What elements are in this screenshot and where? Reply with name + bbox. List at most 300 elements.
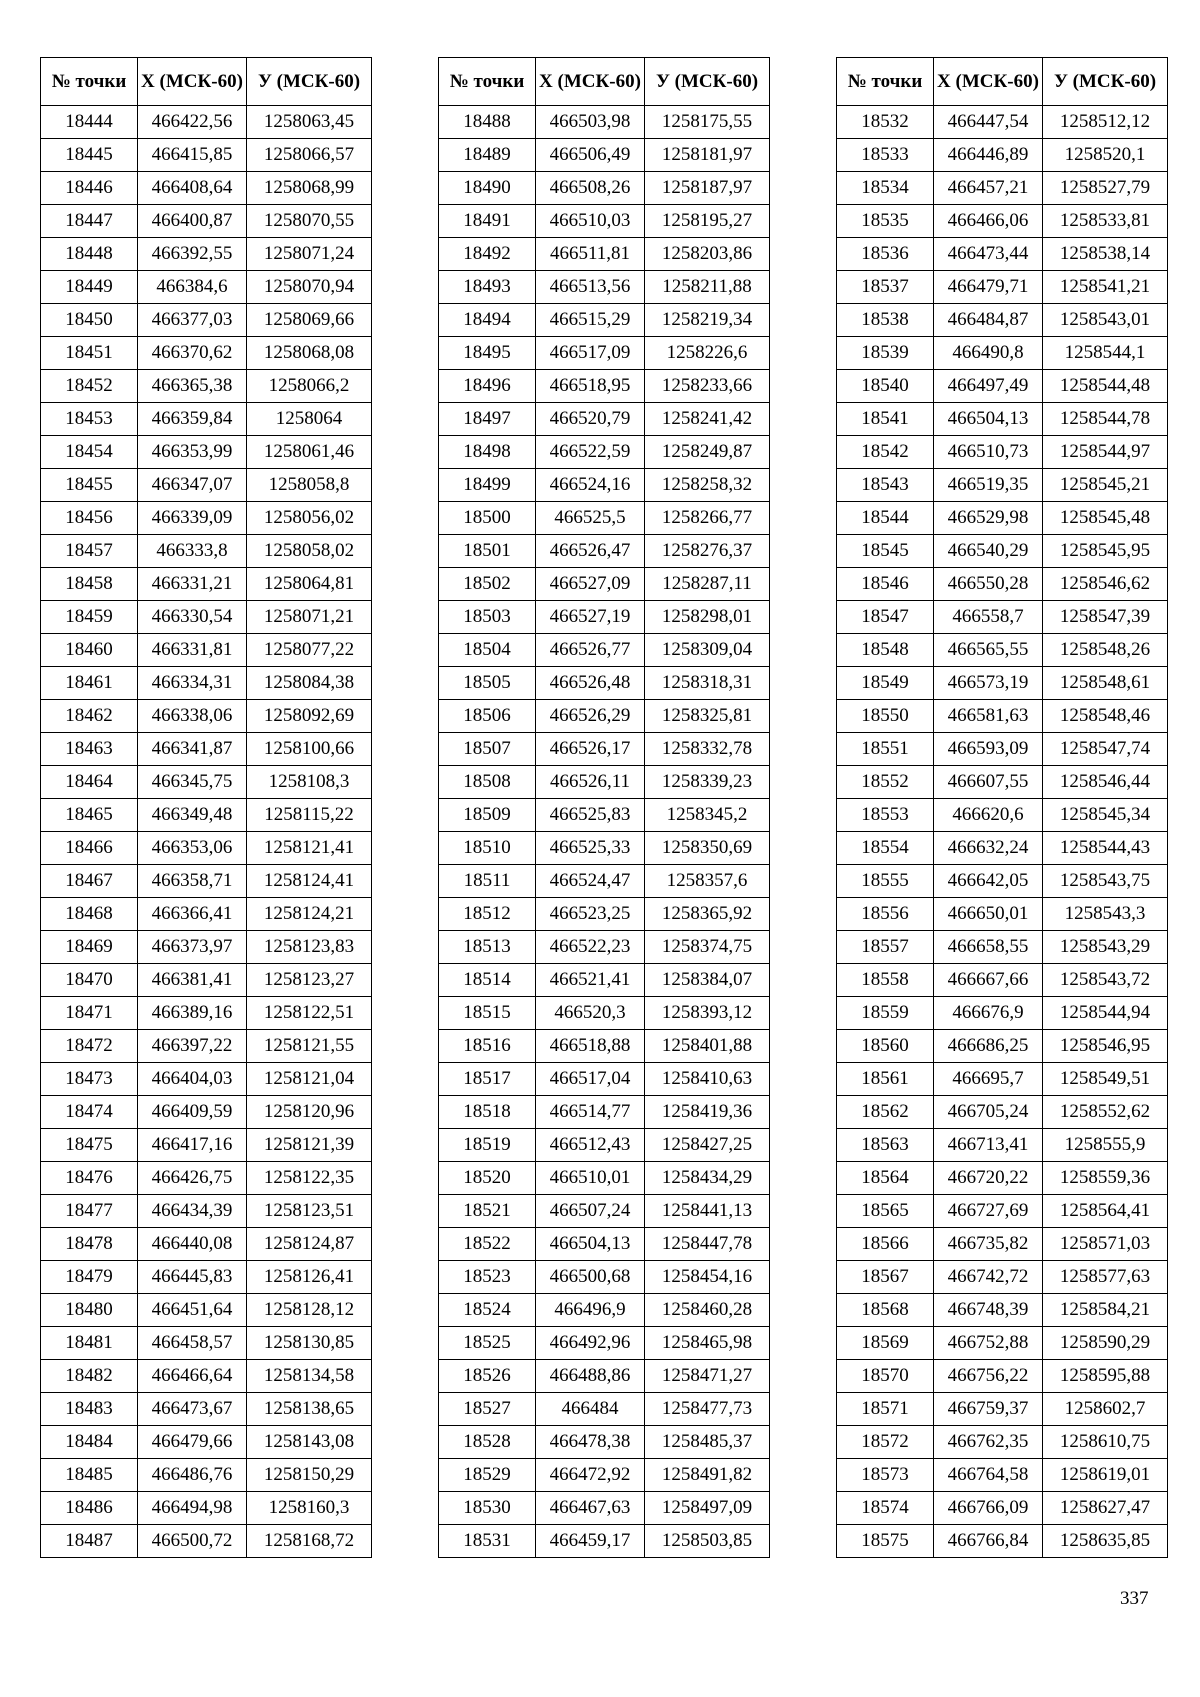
cell-y-coordinate: 1258121,55 [247, 1030, 372, 1063]
table-row [439, 403, 770, 436]
cell-x-coordinate: 466525,5 [536, 502, 645, 535]
cell-point-number: 18556 [837, 898, 934, 931]
cell-y-coordinate: 1258465,98 [645, 1327, 770, 1360]
cell-x-coordinate: 466339,09 [138, 502, 247, 535]
cell-x-coordinate: 466521,41 [536, 964, 645, 997]
cell-y-coordinate: 1258309,04 [645, 634, 770, 667]
cell-x-coordinate: 466479,71 [934, 271, 1043, 304]
cell-point-number: 18501 [439, 535, 536, 568]
cell-y-coordinate: 1258070,55 [247, 205, 372, 238]
cell-point-number: 18561 [837, 1063, 934, 1096]
cell-point-number: 18504 [439, 634, 536, 667]
table-row [837, 502, 1168, 535]
cell-x-coordinate: 466466,06 [934, 205, 1043, 238]
cell-x-coordinate: 466529,98 [934, 502, 1043, 535]
cell-point-number: 18554 [837, 832, 934, 865]
cell-x-coordinate: 466632,24 [934, 832, 1043, 865]
cell-point-number: 18563 [837, 1129, 934, 1162]
table-row [837, 271, 1168, 304]
cell-point-number: 18545 [837, 535, 934, 568]
cell-x-coordinate: 466404,03 [138, 1063, 247, 1096]
cell-x-coordinate: 466333,8 [138, 535, 247, 568]
cell-point-number: 18531 [439, 1525, 536, 1558]
table-row [41, 1096, 372, 1129]
cell-x-coordinate: 466506,49 [536, 139, 645, 172]
cell-y-coordinate: 1258543,75 [1043, 865, 1168, 898]
cell-x-coordinate: 466676,9 [934, 997, 1043, 1030]
cell-y-coordinate: 1258318,31 [645, 667, 770, 700]
cell-y-coordinate: 1258069,66 [247, 304, 372, 337]
table-row [837, 337, 1168, 370]
table-row [41, 1426, 372, 1459]
cell-x-coordinate: 466508,26 [536, 172, 645, 205]
table-row [41, 1063, 372, 1096]
table-row [837, 568, 1168, 601]
table-row [41, 766, 372, 799]
cell-y-coordinate: 1258602,7 [1043, 1393, 1168, 1426]
cell-x-coordinate: 466445,83 [138, 1261, 247, 1294]
cell-x-coordinate: 466762,35 [934, 1426, 1043, 1459]
cell-x-coordinate: 466389,16 [138, 997, 247, 1030]
cell-point-number: 18458 [41, 568, 138, 601]
cell-x-coordinate: 466473,44 [934, 238, 1043, 271]
cell-x-coordinate: 466558,7 [934, 601, 1043, 634]
cell-x-coordinate: 466527,09 [536, 568, 645, 601]
table-row [439, 1030, 770, 1063]
cell-y-coordinate: 1258258,32 [645, 469, 770, 502]
cell-x-coordinate: 466524,47 [536, 865, 645, 898]
cell-x-coordinate: 466345,75 [138, 766, 247, 799]
cell-y-coordinate: 1258108,3 [247, 766, 372, 799]
cell-y-coordinate: 1258121,04 [247, 1063, 372, 1096]
coordinate-table-3 [836, 57, 1168, 1558]
cell-point-number: 18526 [439, 1360, 536, 1393]
cell-y-coordinate: 1258287,11 [645, 568, 770, 601]
cell-y-coordinate: 1258120,96 [247, 1096, 372, 1129]
table-row [439, 799, 770, 832]
cell-point-number: 18496 [439, 370, 536, 403]
cell-point-number: 18488 [439, 106, 536, 139]
cell-x-coordinate: 466373,97 [138, 931, 247, 964]
cell-y-coordinate: 1258434,29 [645, 1162, 770, 1195]
header-y-coordinate: У (МСК-60) [1043, 58, 1168, 106]
table-row [439, 172, 770, 205]
table-row [41, 304, 372, 337]
cell-point-number: 18490 [439, 172, 536, 205]
cell-point-number: 18507 [439, 733, 536, 766]
cell-y-coordinate: 1258130,85 [247, 1327, 372, 1360]
cell-x-coordinate: 466434,39 [138, 1195, 247, 1228]
cell-x-coordinate: 466458,57 [138, 1327, 247, 1360]
cell-y-coordinate: 1258181,97 [645, 139, 770, 172]
table-row [837, 733, 1168, 766]
cell-x-coordinate: 466331,81 [138, 634, 247, 667]
cell-x-coordinate: 466720,22 [934, 1162, 1043, 1195]
cell-y-coordinate: 1258226,6 [645, 337, 770, 370]
cell-point-number: 18485 [41, 1459, 138, 1492]
table-row [837, 1030, 1168, 1063]
table-row [41, 205, 372, 238]
cell-y-coordinate: 1258393,12 [645, 997, 770, 1030]
cell-x-coordinate: 466525,83 [536, 799, 645, 832]
table-row [41, 1162, 372, 1195]
cell-y-coordinate: 1258544,97 [1043, 436, 1168, 469]
cell-x-coordinate: 466526,47 [536, 535, 645, 568]
cell-x-coordinate: 466365,38 [138, 370, 247, 403]
table-row [837, 238, 1168, 271]
cell-y-coordinate: 1258071,21 [247, 601, 372, 634]
cell-point-number: 18547 [837, 601, 934, 634]
cell-x-coordinate: 466366,41 [138, 898, 247, 931]
cell-x-coordinate: 466526,77 [536, 634, 645, 667]
table-row [41, 931, 372, 964]
table-row [41, 1525, 372, 1558]
cell-x-coordinate: 466735,82 [934, 1228, 1043, 1261]
cell-point-number: 18449 [41, 271, 138, 304]
cell-x-coordinate: 466459,17 [536, 1525, 645, 1558]
cell-x-coordinate: 466507,24 [536, 1195, 645, 1228]
cell-y-coordinate: 1258128,12 [247, 1294, 372, 1327]
table-row [837, 106, 1168, 139]
cell-point-number: 18445 [41, 139, 138, 172]
cell-point-number: 18471 [41, 997, 138, 1030]
cell-point-number: 18510 [439, 832, 536, 865]
cell-y-coordinate: 1258150,29 [247, 1459, 372, 1492]
cell-point-number: 18520 [439, 1162, 536, 1195]
table-row [439, 1228, 770, 1261]
cell-point-number: 18524 [439, 1294, 536, 1327]
cell-x-coordinate: 466727,69 [934, 1195, 1043, 1228]
table-row [837, 898, 1168, 931]
table-row [837, 370, 1168, 403]
cell-point-number: 18506 [439, 700, 536, 733]
cell-y-coordinate: 1258121,39 [247, 1129, 372, 1162]
table-row [439, 568, 770, 601]
cell-point-number: 18572 [837, 1426, 934, 1459]
cell-point-number: 18527 [439, 1393, 536, 1426]
cell-y-coordinate: 1258584,21 [1043, 1294, 1168, 1327]
table-row [837, 1228, 1168, 1261]
cell-y-coordinate: 1258441,13 [645, 1195, 770, 1228]
cell-y-coordinate: 1258485,37 [645, 1426, 770, 1459]
cell-y-coordinate: 1258138,65 [247, 1393, 372, 1426]
cell-x-coordinate: 466486,76 [138, 1459, 247, 1492]
cell-point-number: 18463 [41, 733, 138, 766]
cell-x-coordinate: 466642,05 [934, 865, 1043, 898]
cell-x-coordinate: 466713,41 [934, 1129, 1043, 1162]
cell-y-coordinate: 1258365,92 [645, 898, 770, 931]
header-x-coordinate: Х (МСК-60) [536, 58, 645, 106]
cell-point-number: 18518 [439, 1096, 536, 1129]
cell-x-coordinate: 466752,88 [934, 1327, 1043, 1360]
cell-point-number: 18466 [41, 832, 138, 865]
cell-y-coordinate: 1258187,97 [645, 172, 770, 205]
header-point-number: № точки [41, 58, 138, 106]
table-row [41, 634, 372, 667]
table-row [41, 238, 372, 271]
cell-x-coordinate: 466447,54 [934, 106, 1043, 139]
cell-y-coordinate: 1258541,21 [1043, 271, 1168, 304]
cell-point-number: 18534 [837, 172, 934, 205]
table-row [41, 139, 372, 172]
cell-point-number: 18509 [439, 799, 536, 832]
table-row [41, 964, 372, 997]
cell-point-number: 18574 [837, 1492, 934, 1525]
cell-x-coordinate: 466510,73 [934, 436, 1043, 469]
cell-point-number: 18499 [439, 469, 536, 502]
cell-y-coordinate: 1258571,03 [1043, 1228, 1168, 1261]
cell-x-coordinate: 466397,22 [138, 1030, 247, 1063]
cell-y-coordinate: 1258544,78 [1043, 403, 1168, 436]
cell-x-coordinate: 466503,98 [536, 106, 645, 139]
cell-y-coordinate: 1258068,08 [247, 337, 372, 370]
cell-point-number: 18528 [439, 1426, 536, 1459]
table-row [837, 1261, 1168, 1294]
cell-x-coordinate: 466573,19 [934, 667, 1043, 700]
cell-x-coordinate: 466766,84 [934, 1525, 1043, 1558]
cell-point-number: 18503 [439, 601, 536, 634]
table-row [439, 898, 770, 931]
cell-point-number: 18478 [41, 1228, 138, 1261]
cell-point-number: 18549 [837, 667, 934, 700]
cell-y-coordinate: 1258545,48 [1043, 502, 1168, 535]
cell-y-coordinate: 1258123,27 [247, 964, 372, 997]
cell-point-number: 18495 [439, 337, 536, 370]
cell-y-coordinate: 1258595,88 [1043, 1360, 1168, 1393]
cell-point-number: 18535 [837, 205, 934, 238]
cell-x-coordinate: 466457,21 [934, 172, 1043, 205]
table-row [41, 403, 372, 436]
cell-point-number: 18548 [837, 634, 934, 667]
cell-y-coordinate: 1258219,34 [645, 304, 770, 337]
cell-point-number: 18480 [41, 1294, 138, 1327]
table-row [439, 1195, 770, 1228]
table-row [41, 1228, 372, 1261]
table-header-row [41, 58, 372, 106]
cell-point-number: 18573 [837, 1459, 934, 1492]
cell-y-coordinate: 1258203,86 [645, 238, 770, 271]
cell-point-number: 18575 [837, 1525, 934, 1558]
cell-y-coordinate: 1258559,36 [1043, 1162, 1168, 1195]
cell-point-number: 18454 [41, 436, 138, 469]
table-row [41, 337, 372, 370]
table-row [439, 1525, 770, 1558]
cell-y-coordinate: 1258241,42 [645, 403, 770, 436]
table-row [837, 964, 1168, 997]
cell-point-number: 18460 [41, 634, 138, 667]
cell-point-number: 18571 [837, 1393, 934, 1426]
cell-x-coordinate: 466510,01 [536, 1162, 645, 1195]
cell-y-coordinate: 1258070,94 [247, 271, 372, 304]
cell-y-coordinate: 1258160,3 [247, 1492, 372, 1525]
table-row [439, 667, 770, 700]
cell-x-coordinate: 466540,29 [934, 535, 1043, 568]
table-row [41, 799, 372, 832]
table-row [837, 1195, 1168, 1228]
cell-point-number: 18464 [41, 766, 138, 799]
cell-y-coordinate: 1258339,23 [645, 766, 770, 799]
cell-point-number: 18523 [439, 1261, 536, 1294]
cell-x-coordinate: 466451,64 [138, 1294, 247, 1327]
cell-y-coordinate: 1258066,2 [247, 370, 372, 403]
cell-x-coordinate: 466511,81 [536, 238, 645, 271]
cell-y-coordinate: 1258068,99 [247, 172, 372, 205]
cell-x-coordinate: 466504,13 [934, 403, 1043, 436]
table-row [439, 1393, 770, 1426]
cell-y-coordinate: 1258175,55 [645, 106, 770, 139]
cell-x-coordinate: 466607,55 [934, 766, 1043, 799]
cell-point-number: 18519 [439, 1129, 536, 1162]
table-row [439, 436, 770, 469]
cell-y-coordinate: 1258577,63 [1043, 1261, 1168, 1294]
coordinate-tables [0, 57, 1200, 1557]
cell-point-number: 18486 [41, 1492, 138, 1525]
cell-x-coordinate: 466759,37 [934, 1393, 1043, 1426]
cell-point-number: 18457 [41, 535, 138, 568]
cell-x-coordinate: 466426,75 [138, 1162, 247, 1195]
cell-y-coordinate: 1258546,95 [1043, 1030, 1168, 1063]
cell-y-coordinate: 1258123,83 [247, 931, 372, 964]
cell-point-number: 18453 [41, 403, 138, 436]
table-row [837, 535, 1168, 568]
cell-point-number: 18530 [439, 1492, 536, 1525]
table-row [439, 337, 770, 370]
table-row [837, 634, 1168, 667]
cell-point-number: 18540 [837, 370, 934, 403]
cell-point-number: 18476 [41, 1162, 138, 1195]
cell-point-number: 18544 [837, 502, 934, 535]
table-row [41, 1360, 372, 1393]
cell-x-coordinate: 466520,3 [536, 997, 645, 1030]
table-row [837, 436, 1168, 469]
table-row [837, 1096, 1168, 1129]
table-row [837, 1327, 1168, 1360]
cell-x-coordinate: 466370,62 [138, 337, 247, 370]
header-x-coordinate: Х (МСК-60) [138, 58, 247, 106]
header-y-coordinate: У (МСК-60) [645, 58, 770, 106]
cell-y-coordinate: 1258520,1 [1043, 139, 1168, 172]
cell-x-coordinate: 466377,03 [138, 304, 247, 337]
cell-x-coordinate: 466353,06 [138, 832, 247, 865]
cell-x-coordinate: 466522,23 [536, 931, 645, 964]
cell-point-number: 18508 [439, 766, 536, 799]
cell-y-coordinate: 1258533,81 [1043, 205, 1168, 238]
cell-y-coordinate: 1258546,44 [1043, 766, 1168, 799]
cell-x-coordinate: 466593,09 [934, 733, 1043, 766]
cell-point-number: 18452 [41, 370, 138, 403]
cell-x-coordinate: 466523,25 [536, 898, 645, 931]
table-row [439, 304, 770, 337]
cell-x-coordinate: 466658,55 [934, 931, 1043, 964]
cell-point-number: 18475 [41, 1129, 138, 1162]
cell-x-coordinate: 466522,59 [536, 436, 645, 469]
table-row [41, 1261, 372, 1294]
cell-x-coordinate: 466440,08 [138, 1228, 247, 1261]
table-row [439, 601, 770, 634]
cell-x-coordinate: 466353,99 [138, 436, 247, 469]
cell-point-number: 18444 [41, 106, 138, 139]
cell-point-number: 18467 [41, 865, 138, 898]
cell-x-coordinate: 466400,87 [138, 205, 247, 238]
table-header-row [837, 58, 1168, 106]
cell-point-number: 18522 [439, 1228, 536, 1261]
cell-x-coordinate: 466415,85 [138, 139, 247, 172]
cell-y-coordinate: 1258619,01 [1043, 1459, 1168, 1492]
cell-y-coordinate: 1258543,01 [1043, 304, 1168, 337]
cell-point-number: 18450 [41, 304, 138, 337]
cell-y-coordinate: 1258471,27 [645, 1360, 770, 1393]
table-row [837, 1492, 1168, 1525]
cell-y-coordinate: 1258092,69 [247, 700, 372, 733]
cell-x-coordinate: 466581,63 [934, 700, 1043, 733]
table-row [41, 1294, 372, 1327]
cell-x-coordinate: 466358,71 [138, 865, 247, 898]
table-row [41, 700, 372, 733]
cell-x-coordinate: 466347,07 [138, 469, 247, 502]
cell-x-coordinate: 466359,84 [138, 403, 247, 436]
table-row [837, 931, 1168, 964]
cell-y-coordinate: 1258357,6 [645, 865, 770, 898]
cell-y-coordinate: 1258546,62 [1043, 568, 1168, 601]
cell-point-number: 18565 [837, 1195, 934, 1228]
table-row [439, 733, 770, 766]
cell-y-coordinate: 1258454,16 [645, 1261, 770, 1294]
cell-point-number: 18537 [837, 271, 934, 304]
cell-y-coordinate: 1258056,02 [247, 502, 372, 535]
cell-y-coordinate: 1258123,51 [247, 1195, 372, 1228]
cell-y-coordinate: 1258564,41 [1043, 1195, 1168, 1228]
cell-y-coordinate: 1258384,07 [645, 964, 770, 997]
cell-y-coordinate: 1258548,26 [1043, 634, 1168, 667]
table-row [439, 370, 770, 403]
table-row [41, 568, 372, 601]
table-row [41, 106, 372, 139]
cell-point-number: 18448 [41, 238, 138, 271]
table-row [41, 898, 372, 931]
cell-x-coordinate: 466705,24 [934, 1096, 1043, 1129]
cell-y-coordinate: 1258410,63 [645, 1063, 770, 1096]
cell-x-coordinate: 466518,88 [536, 1030, 645, 1063]
cell-x-coordinate: 466466,64 [138, 1360, 247, 1393]
cell-y-coordinate: 1258124,41 [247, 865, 372, 898]
cell-point-number: 18505 [439, 667, 536, 700]
cell-point-number: 18553 [837, 799, 934, 832]
cell-y-coordinate: 1258491,82 [645, 1459, 770, 1492]
cell-point-number: 18500 [439, 502, 536, 535]
cell-point-number: 18517 [439, 1063, 536, 1096]
table-row [837, 172, 1168, 205]
table-row [837, 469, 1168, 502]
cell-point-number: 18516 [439, 1030, 536, 1063]
cell-point-number: 18555 [837, 865, 934, 898]
cell-y-coordinate: 1258066,57 [247, 139, 372, 172]
cell-y-coordinate: 1258124,21 [247, 898, 372, 931]
cell-y-coordinate: 1258374,75 [645, 931, 770, 964]
cell-y-coordinate: 1258266,77 [645, 502, 770, 535]
cell-x-coordinate: 466512,43 [536, 1129, 645, 1162]
table-row [41, 172, 372, 205]
cell-x-coordinate: 466526,29 [536, 700, 645, 733]
cell-y-coordinate: 1258058,02 [247, 535, 372, 568]
cell-y-coordinate: 1258276,37 [645, 535, 770, 568]
cell-x-coordinate: 466517,09 [536, 337, 645, 370]
cell-y-coordinate: 1258134,58 [247, 1360, 372, 1393]
table-row [41, 1129, 372, 1162]
cell-y-coordinate: 1258122,35 [247, 1162, 372, 1195]
cell-y-coordinate: 1258063,45 [247, 106, 372, 139]
cell-y-coordinate: 1258345,2 [645, 799, 770, 832]
cell-y-coordinate: 1258064 [247, 403, 372, 436]
